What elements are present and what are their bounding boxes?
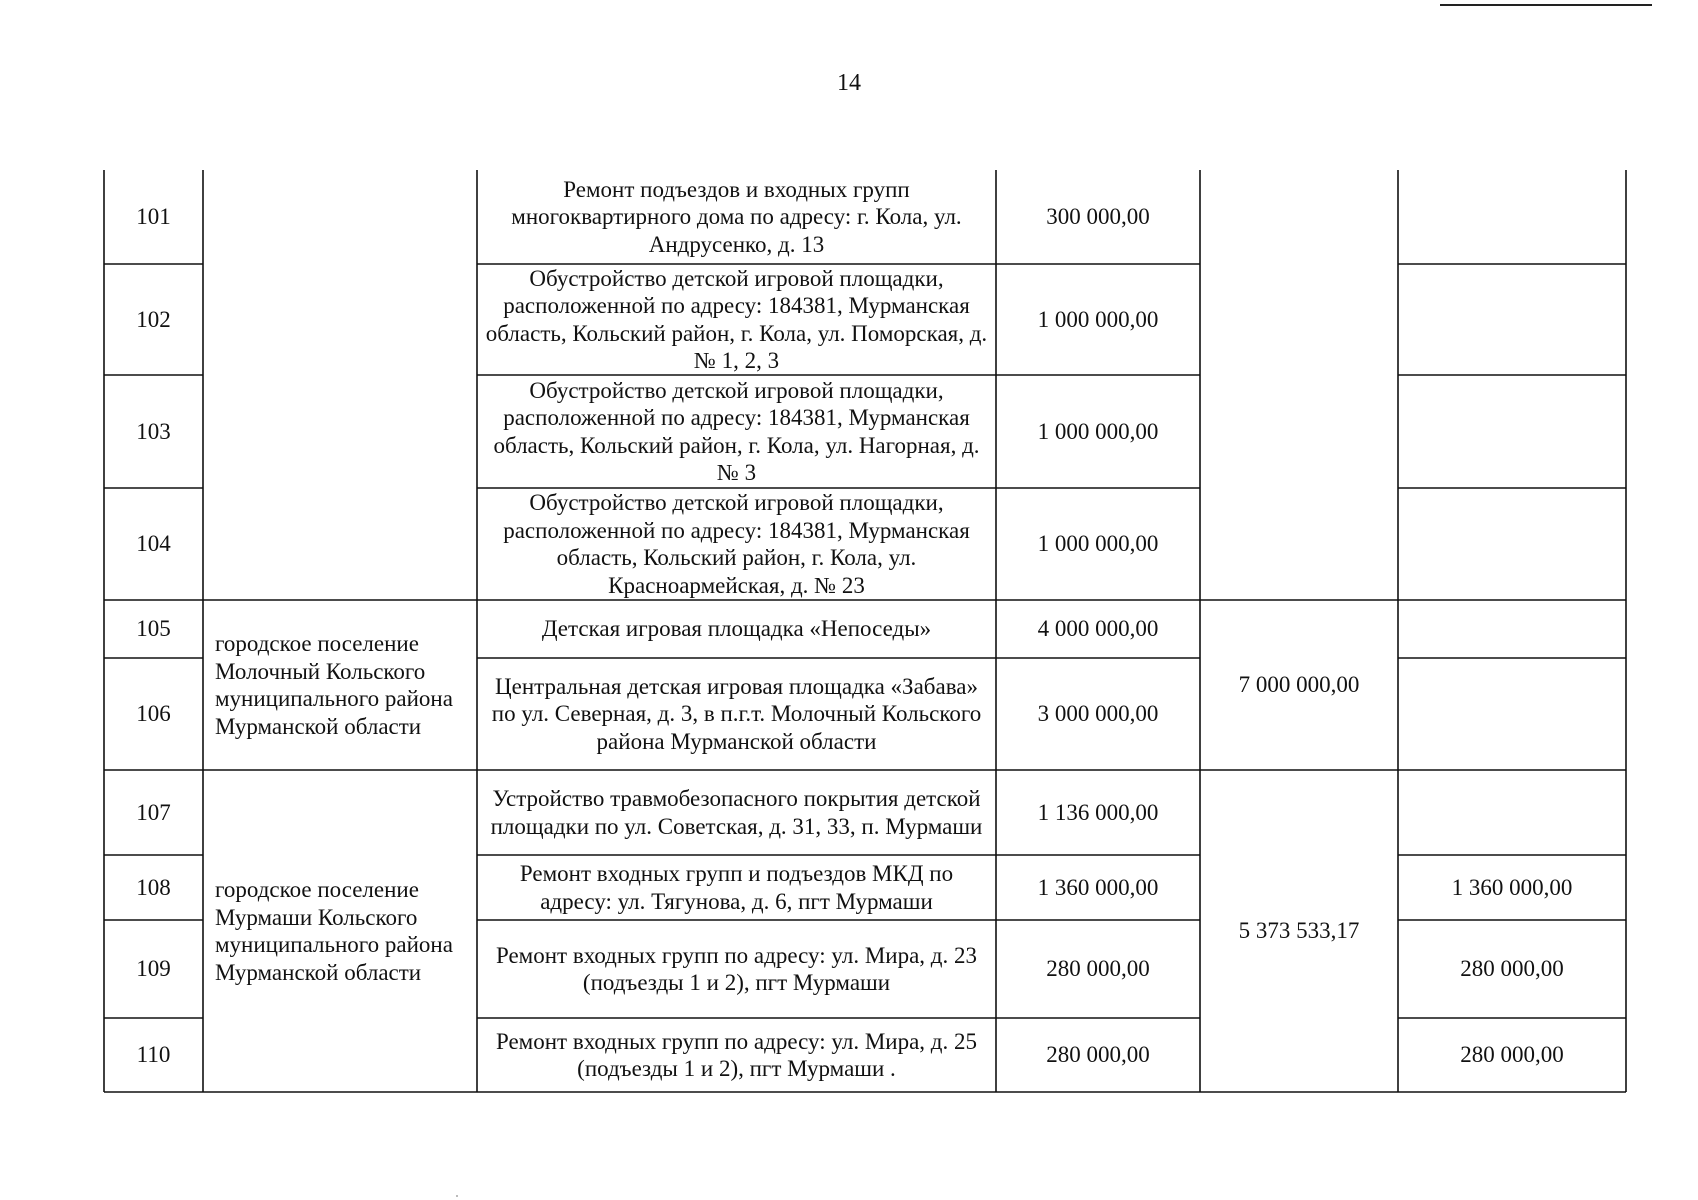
row-description: Обустройство детской игровой площадки, расположенной по адресу: 184381, Мурманская область, Кольский район, г. Кола, ул. Нагорная, д. № 3	[493, 377, 980, 485]
row-number: 109	[136, 956, 171, 982]
row-extra-amount: 280 000,00	[1460, 956, 1564, 982]
row-amount: 1 360 000,00	[1037, 874, 1159, 900]
row-amount: 1 000 000,00	[1037, 531, 1159, 557]
row-extra-amount	[1398, 600, 1626, 658]
row-number: 108	[136, 874, 171, 900]
row-description: Обустройство детской игровой площадки, расположенной по адресу: 184381, Мурманская область, Кольский район, г. Кола, ул. Красноармейская, д. № 23	[503, 490, 970, 598]
row-description: Устройство травмобезопасного покрытия детской площадки по ул. Советская, д. 31, 33, п. Мурмаши	[490, 786, 983, 839]
page-number: 14	[837, 70, 861, 96]
group-name: городское поселение Молочный Кольского муниципального района Мурманской области	[215, 631, 453, 739]
scan-speck	[456, 1195, 458, 1197]
row-amount: 280 000,00	[1046, 956, 1150, 982]
row-description: Обустройство детской игровой площадки, расположенной по адресу: 184381, Мурманская область, Кольский район, г. Кола, ул. Поморская, д. № 1, 2, 3	[485, 265, 988, 373]
row-description: Ремонт подъездов и входных групп многоквартирного дома по адресу: г. Кола, ул. Андрусенко, д. 13	[511, 176, 962, 257]
row-number: 110	[136, 1042, 171, 1068]
row-extra-amount	[1398, 170, 1626, 264]
row-description: Ремонт входных групп по адресу: ул. Мира, д. 25 (подъезды 1 и 2), пгт Мурмаши .	[495, 1028, 978, 1081]
row-extra-amount	[1398, 264, 1626, 375]
row-description: Ремонт входных групп и подъездов МКД по адресу: ул. Тягунова, д. 6, пгт Мурмаши	[519, 861, 954, 914]
group-name: городское поселение Мурмаши Кольского муниципального района Мурманской области	[215, 877, 453, 985]
row-amount: 1 136 000,00	[1037, 799, 1159, 825]
row-extra-amount	[1398, 375, 1626, 488]
row-number: 105	[136, 616, 171, 642]
group-total: 7 000 000,00	[1238, 672, 1360, 698]
row-number: 101	[136, 204, 171, 230]
row-extra-amount	[1398, 488, 1626, 600]
row-number: 104	[136, 531, 171, 557]
group-total: 5 373 533,17	[1238, 918, 1360, 944]
row-description: Детская игровая площадка «Непоседы»	[541, 616, 932, 642]
row-extra-amount	[1398, 770, 1626, 855]
row-amount: 4 000 000,00	[1037, 616, 1159, 642]
row-extra-amount: 280 000,00	[1460, 1042, 1564, 1068]
row-description: Центральная детская игровая площадка «Забава» по ул. Северная, д. 3, в п.г.т. Молочный Кольского района Мурманской области	[491, 673, 982, 754]
row-amount: 1 000 000,00	[1037, 418, 1159, 444]
row-amount: 3 000 000,00	[1037, 701, 1159, 727]
row-description: Ремонт входных групп по адресу: ул. Мира, д. 23 (подъезды 1 и 2), пгт Мурмаши	[495, 942, 978, 995]
row-number: 107	[136, 799, 171, 825]
row-amount: 300 000,00	[1046, 204, 1150, 230]
row-extra-amount	[1398, 658, 1626, 770]
row-number: 102	[136, 306, 171, 332]
row-number: 106	[136, 701, 171, 727]
row-number: 103	[136, 418, 171, 444]
row-extra-amount: 1 360 000,00	[1451, 874, 1573, 900]
row-amount: 1 000 000,00	[1037, 306, 1159, 332]
row-amount: 280 000,00	[1046, 1042, 1150, 1068]
